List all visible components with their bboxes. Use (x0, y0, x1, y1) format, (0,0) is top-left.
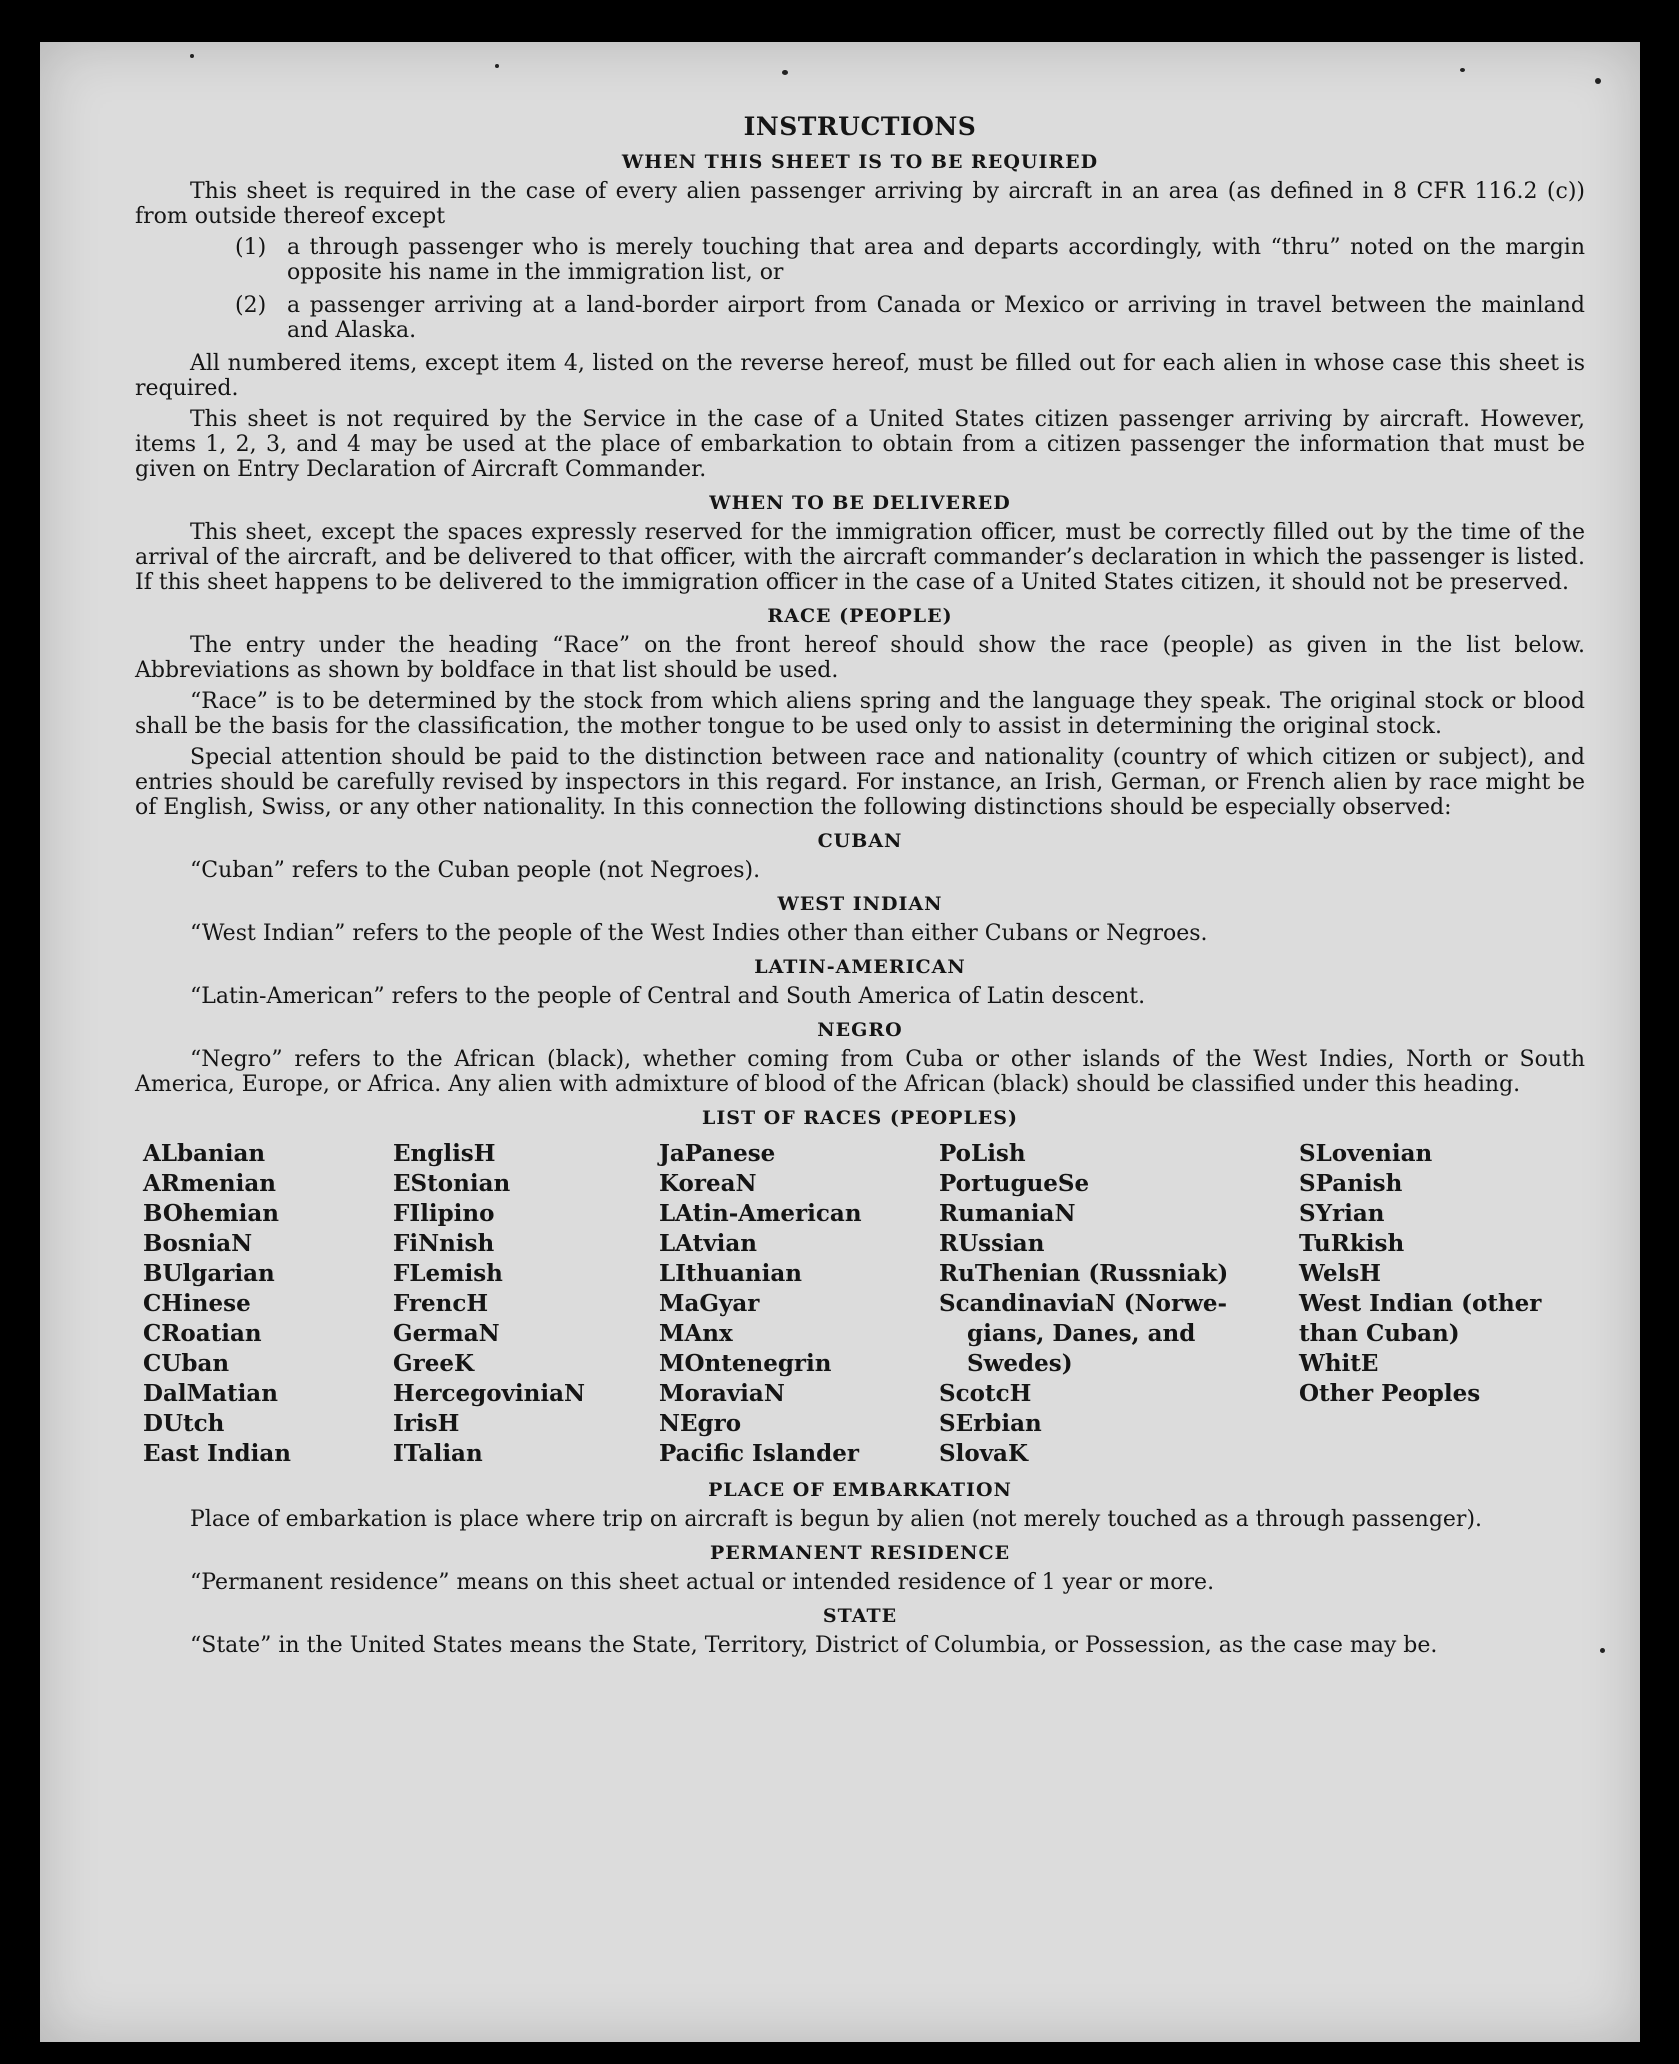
paragraph: “Negro” refers to the African (black), whether coming from Cuba or other islands of the West Indies, North or South America, Europe, or Africa. Any alien with admixture of blood of the African (black) should be classified under this heading. (135, 1047, 1585, 1097)
races-column-2 (393, 1139, 659, 1469)
race-item: ScandinaviaN (Norwe- (939, 1290, 1228, 1317)
races-table (143, 1139, 1585, 1469)
speck (782, 70, 788, 75)
race-item: BUlgarian (143, 1260, 275, 1287)
race-item: ARmenian (143, 1170, 277, 1197)
race-item: RuThenian (Russniak) (939, 1260, 1229, 1287)
paragraph: “Permanent residence” means on this sheet actual or intended residence of 1 year or more. (190, 1570, 1215, 1595)
speck (190, 54, 194, 58)
race-item: CRoatian (143, 1320, 262, 1347)
race-item: NEgro (659, 1410, 742, 1437)
race-item: RumaniaN (939, 1200, 1076, 1227)
race-item: ScotcH (939, 1380, 1032, 1407)
section-heading-embarkation: PLACE OF EMBARKATION (708, 1479, 1012, 1501)
race-item: SPanish (1299, 1170, 1403, 1197)
race-item: BOhemian (143, 1200, 279, 1227)
section-heading-race: RACE (PEOPLE) (767, 605, 953, 627)
race-item: CHinese (143, 1290, 251, 1317)
paragraph: “State” in the United States means the State, Territory, District of Columbia, or Possession, as the case may be. (190, 1633, 1438, 1658)
paragraph: Special attention should be paid to the distinction between race and nationality (country of which citizen or subject), and entries should be carefully revised by inspectors in this regard. For instance, an Irish, German, or French alien by race might be of English, Swiss, or any other nationality. In this connection the following distinctions should be especially observed: (135, 745, 1585, 820)
race-item: LAtin-American (659, 1200, 862, 1227)
section-heading-residence: PERMANENT RESIDENCE (709, 1542, 1011, 1564)
race-item: WelsH (1299, 1260, 1382, 1287)
section-heading-delivered: WHEN TO BE DELIVERED (709, 492, 1011, 514)
speck (1600, 1648, 1605, 1653)
section-heading-negro: NEGRO (817, 1019, 903, 1041)
race-item: Swedes) (967, 1350, 1073, 1377)
paragraph: This sheet, except the spaces expressly reserved for the immigration officer, must be correctly filled out by the time of the arrival of the aircraft, and be delivered to that officer, with the aircraft commander’s declaration in which the passenger is listed. If this sheet happens to be delivered to the immigration officer in the case of a United States citizen, it should not be preserved. (135, 520, 1585, 595)
race-item: LAtvian (659, 1230, 757, 1257)
speck (1460, 68, 1465, 72)
race-item: KoreaN (659, 1170, 757, 1197)
race-item: EnglisH (393, 1140, 496, 1167)
section-heading-cuban: CUBAN (817, 830, 903, 852)
race-item: CUban (143, 1350, 230, 1377)
paragraph: This sheet is not required by the Service in the case of a United States citizen passenger arriving by aircraft. However, items 1, 2, 3, and 4 may be used at the place of embarkation to obtain from a citizen passenger the information that must be given on Entry Declaration of Aircraft Commander. (135, 407, 1585, 482)
race-item: FIlipino (393, 1200, 495, 1227)
page-title: INSTRUCTIONS (743, 112, 977, 141)
section-heading-races: LIST OF RACES (PEOPLES) (702, 1107, 1018, 1129)
race-item: East Indian (143, 1440, 291, 1467)
race-item: Pacific Islander (659, 1440, 859, 1467)
paragraph: “Cuban” refers to the Cuban people (not Negroes). (190, 858, 761, 883)
race-item: gians, Danes, and (967, 1320, 1196, 1347)
race-item: BosniaN (143, 1230, 253, 1257)
list-item: (2) a passenger arriving at a land-border airport from Canada or Mexico or arriving in travel between the mainland and Alaska. (235, 293, 1585, 343)
race-item: GermaN (393, 1320, 500, 1347)
races-column-3 (659, 1139, 939, 1469)
paragraph: This sheet is required in the case of every alien passenger arriving by aircraft in an area (as defined in 8 CFR 116.2 (c)) from outside thereof except (135, 179, 1585, 229)
race-item: RUssian (939, 1230, 1045, 1257)
race-item: DalMatian (143, 1380, 278, 1407)
races-column-4 (939, 1139, 1299, 1469)
section-heading-west-indian: WEST INDIAN (777, 893, 943, 915)
paragraph: “Race” is to be determined by the stock from which aliens spring and the language they speak. The original stock or blood shall be the basis for the classification, the mother tongue to be used only to assist in determining the original stock. (135, 689, 1585, 739)
race-item: LIthuanian (659, 1260, 802, 1287)
speck (495, 64, 499, 68)
race-item: SYrian (1299, 1200, 1385, 1227)
race-item: DUtch (143, 1410, 225, 1437)
races-column-5 (1299, 1139, 1559, 1469)
paragraph: Place of embarkation is place where trip on aircraft is begun by alien (not merely touched as a through passenger). (190, 1507, 1483, 1532)
speck (1595, 78, 1601, 84)
race-item: SErbian (939, 1410, 1042, 1437)
section-heading-required: WHEN THIS SHEET IS TO BE REQUIRED (621, 151, 1099, 173)
race-item: WhitE (1299, 1350, 1379, 1377)
race-item: EStonian (393, 1170, 511, 1197)
race-item: GreeK (393, 1350, 475, 1377)
paragraph: The entry under the heading “Race” on the front hereof should show the race (people) as given in the list below. Abbreviations as shown by boldface in that list should be used. (135, 633, 1585, 683)
paragraph: “Latin-American” refers to the people of Central and South America of Latin descent. (190, 984, 1146, 1009)
race-item: MaGyar (659, 1290, 760, 1317)
race-item: FrencH (393, 1290, 489, 1317)
document-body (135, 112, 1585, 1664)
race-item: Other Peoples (1299, 1380, 1481, 1407)
race-item: ALbanian (143, 1140, 266, 1167)
race-item: HercegoviniaN (393, 1380, 586, 1407)
race-item: PortugueSe (939, 1170, 1090, 1197)
race-item: ITalian (393, 1440, 483, 1467)
paragraph: “West Indian” refers to the people of the West Indies other than either Cubans or Negroes. (190, 921, 1208, 946)
race-item: FiNnish (393, 1230, 495, 1257)
race-item: PoLish (939, 1140, 1026, 1167)
race-item: SLovenian (1299, 1140, 1433, 1167)
race-item: IrisH (393, 1410, 460, 1437)
section-heading-latin-american: LATIN-AMERICAN (754, 956, 966, 978)
race-item: MoraviaN (659, 1380, 785, 1407)
list-item: (1) a through passenger who is merely touching that area and departs accordingly, with “thru” noted on the margin opposite his name in the immigration list, or (235, 235, 1585, 285)
paragraph: All numbered items, except item 4, listed on the reverse hereof, must be filled out for each alien in whose case this sheet is required. (135, 351, 1585, 401)
race-item: West Indian (other than Cuban) (1299, 1290, 1542, 1347)
race-item: JaPanese (659, 1140, 776, 1167)
race-item: MAnx (659, 1320, 733, 1347)
section-heading-state: STATE (822, 1605, 898, 1627)
race-item: FLemish (393, 1260, 503, 1287)
race-item: MOntenegrin (659, 1350, 832, 1377)
race-item: SlovaK (939, 1440, 1028, 1467)
race-item: TuRkish (1299, 1230, 1405, 1257)
races-column-1 (143, 1139, 393, 1469)
document-page (40, 42, 1640, 2042)
